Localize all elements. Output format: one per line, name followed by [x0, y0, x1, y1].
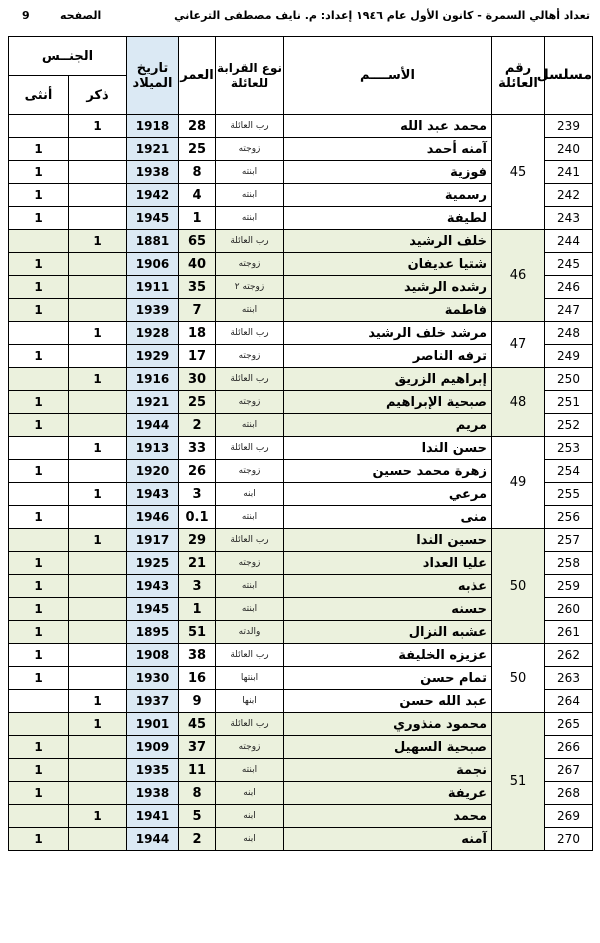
age-cell: 16: [179, 667, 216, 690]
serial-cell: 240: [545, 138, 593, 161]
female-cell: 1: [9, 575, 69, 598]
birth-year-cell: 1909: [127, 736, 179, 759]
relation-cell: ابنته: [216, 759, 284, 782]
name-cell: لطيفة: [284, 207, 492, 230]
table-row: [9, 115, 593, 138]
age-cell: 9: [179, 690, 216, 713]
male-cell: [69, 161, 127, 184]
name-cell: شتيا عديفان: [284, 253, 492, 276]
male-cell: 1: [69, 115, 127, 138]
birth-year-cell: 1945: [127, 598, 179, 621]
name-cell: إبراهيم الزريق: [284, 368, 492, 391]
female-cell: [9, 805, 69, 828]
birth-year-cell: 1943: [127, 575, 179, 598]
female-cell: 1: [9, 759, 69, 782]
name-cell: تمام حسن: [284, 667, 492, 690]
male-cell: [69, 828, 127, 851]
birth-year-cell: 1916: [127, 368, 179, 391]
relation-cell: ابنته: [216, 506, 284, 529]
col-birth: تاريخ الميلاد: [127, 37, 179, 115]
birth-year-cell: 1939: [127, 299, 179, 322]
table-row: [9, 713, 593, 736]
page-number: 9: [22, 9, 30, 22]
birth-year-cell: 1911: [127, 276, 179, 299]
age-cell: 29: [179, 529, 216, 552]
female-cell: [9, 690, 69, 713]
serial-cell: 251: [545, 391, 593, 414]
male-cell: [69, 184, 127, 207]
name-cell: مريم: [284, 414, 492, 437]
male-cell: [69, 138, 127, 161]
female-cell: 1: [9, 598, 69, 621]
birth-year-cell: 1901: [127, 713, 179, 736]
name-cell: عذبه: [284, 575, 492, 598]
age-cell: 40: [179, 253, 216, 276]
document-title: تعداد أهالي السمرة - كانون الأول عام ١٩٤٦ إعداد: م. نايف مصطفى الترعاني: [174, 9, 590, 22]
birth-year-cell: 1913: [127, 437, 179, 460]
relation-cell: زوجته ٢: [216, 276, 284, 299]
relation-cell: ابنته: [216, 207, 284, 230]
table-row: [9, 529, 593, 552]
female-cell: 1: [9, 828, 69, 851]
serial-cell: 252: [545, 414, 593, 437]
age-cell: 3: [179, 575, 216, 598]
male-cell: 1: [69, 690, 127, 713]
name-cell: محمود منذوري: [284, 713, 492, 736]
male-cell: [69, 414, 127, 437]
birth-year-cell: 1920: [127, 460, 179, 483]
male-cell: [69, 207, 127, 230]
relation-cell: ابنته: [216, 414, 284, 437]
age-cell: 65: [179, 230, 216, 253]
birth-year-cell: 1938: [127, 161, 179, 184]
name-cell: عليا العداد: [284, 552, 492, 575]
male-cell: [69, 552, 127, 575]
relation-cell: رب العائلة: [216, 529, 284, 552]
male-cell: 1: [69, 483, 127, 506]
male-cell: [69, 736, 127, 759]
name-cell: خلف الرشيد: [284, 230, 492, 253]
col-serial: مسلسل: [545, 37, 593, 115]
birth-year-cell: 1928: [127, 322, 179, 345]
serial-cell: 264: [545, 690, 593, 713]
relation-cell: والدته: [216, 621, 284, 644]
female-cell: [9, 368, 69, 391]
female-cell: 1: [9, 621, 69, 644]
birth-year-cell: 1944: [127, 828, 179, 851]
serial-cell: 266: [545, 736, 593, 759]
age-cell: 21: [179, 552, 216, 575]
col-family: رقم العائلة: [492, 37, 545, 115]
male-cell: 1: [69, 322, 127, 345]
relation-cell: ابنته: [216, 161, 284, 184]
female-cell: 1: [9, 184, 69, 207]
age-cell: 51: [179, 621, 216, 644]
female-cell: 1: [9, 667, 69, 690]
birth-year-cell: 1937: [127, 690, 179, 713]
relation-cell: ابنه: [216, 782, 284, 805]
female-cell: [9, 437, 69, 460]
age-cell: 2: [179, 414, 216, 437]
serial-cell: 269: [545, 805, 593, 828]
name-cell: حسنه: [284, 598, 492, 621]
relation-cell: ابنته: [216, 575, 284, 598]
male-cell: 1: [69, 529, 127, 552]
name-cell: عبد الله حسن: [284, 690, 492, 713]
col-name: الأســــم: [284, 37, 492, 115]
relation-cell: زوجته: [216, 460, 284, 483]
relation-cell: ابنها: [216, 690, 284, 713]
age-cell: 25: [179, 138, 216, 161]
col-female: أنثى: [9, 76, 69, 115]
age-cell: 3: [179, 483, 216, 506]
serial-cell: 254: [545, 460, 593, 483]
age-cell: 1: [179, 598, 216, 621]
male-cell: [69, 759, 127, 782]
age-cell: 5: [179, 805, 216, 828]
col-male: ذكر: [69, 76, 127, 115]
serial-cell: 260: [545, 598, 593, 621]
serial-cell: 242: [545, 184, 593, 207]
female-cell: 1: [9, 460, 69, 483]
family-number-cell: 50: [492, 644, 545, 713]
birth-year-cell: 1944: [127, 414, 179, 437]
serial-cell: 256: [545, 506, 593, 529]
birth-year-cell: 1941: [127, 805, 179, 828]
age-cell: 26: [179, 460, 216, 483]
relation-cell: رب العائلة: [216, 713, 284, 736]
female-cell: 1: [9, 253, 69, 276]
female-cell: 1: [9, 736, 69, 759]
male-cell: [69, 276, 127, 299]
name-cell: حسن الندا: [284, 437, 492, 460]
family-number-cell: 50: [492, 529, 545, 644]
serial-cell: 250: [545, 368, 593, 391]
age-cell: 17: [179, 345, 216, 368]
male-cell: [69, 460, 127, 483]
birth-year-cell: 1938: [127, 782, 179, 805]
serial-cell: 249: [545, 345, 593, 368]
relation-cell: ابنه: [216, 483, 284, 506]
family-number-cell: 51: [492, 713, 545, 851]
relation-cell: رب العائلة: [216, 644, 284, 667]
serial-cell: 239: [545, 115, 593, 138]
female-cell: 1: [9, 138, 69, 161]
serial-cell: 257: [545, 529, 593, 552]
relation-cell: ابنه: [216, 828, 284, 851]
name-cell: ترفه الناصر: [284, 345, 492, 368]
birth-year-cell: 1908: [127, 644, 179, 667]
age-cell: 45: [179, 713, 216, 736]
age-cell: 25: [179, 391, 216, 414]
family-number-cell: 49: [492, 437, 545, 529]
age-cell: 8: [179, 782, 216, 805]
age-cell: 18: [179, 322, 216, 345]
female-cell: 1: [9, 299, 69, 322]
serial-cell: 267: [545, 759, 593, 782]
page-header: [0, 0, 600, 32]
age-cell: 38: [179, 644, 216, 667]
family-number-cell: 47: [492, 322, 545, 368]
female-cell: 1: [9, 276, 69, 299]
male-cell: 1: [69, 805, 127, 828]
serial-cell: 263: [545, 667, 593, 690]
col-relation: نوع القرابة للعائلة: [216, 37, 284, 115]
birth-year-cell: 1930: [127, 667, 179, 690]
name-cell: حسين الندا: [284, 529, 492, 552]
name-cell: عشبه النزال: [284, 621, 492, 644]
table-row: [9, 230, 593, 253]
male-cell: [69, 667, 127, 690]
serial-cell: 243: [545, 207, 593, 230]
birth-year-cell: 1935: [127, 759, 179, 782]
serial-cell: 268: [545, 782, 593, 805]
serial-cell: 262: [545, 644, 593, 667]
serial-cell: 258: [545, 552, 593, 575]
name-cell: نجمة: [284, 759, 492, 782]
age-cell: 11: [179, 759, 216, 782]
family-number-cell: 48: [492, 368, 545, 437]
table-row: [9, 368, 593, 391]
name-cell: مرشد خلف الرشيد: [284, 322, 492, 345]
relation-cell: ابنته: [216, 299, 284, 322]
birth-year-cell: 1925: [127, 552, 179, 575]
age-cell: 30: [179, 368, 216, 391]
relation-cell: زوجته: [216, 552, 284, 575]
age-cell: 0.1: [179, 506, 216, 529]
female-cell: 1: [9, 391, 69, 414]
female-cell: 1: [9, 345, 69, 368]
name-cell: فوزية: [284, 161, 492, 184]
female-cell: 1: [9, 644, 69, 667]
female-cell: [9, 529, 69, 552]
relation-cell: ابنتها: [216, 667, 284, 690]
male-cell: [69, 345, 127, 368]
age-cell: 28: [179, 115, 216, 138]
census-table: [8, 36, 593, 851]
birth-year-cell: 1921: [127, 391, 179, 414]
male-cell: [69, 299, 127, 322]
birth-year-cell: 1929: [127, 345, 179, 368]
female-cell: 1: [9, 414, 69, 437]
male-cell: [69, 391, 127, 414]
male-cell: [69, 644, 127, 667]
female-cell: [9, 230, 69, 253]
serial-cell: 244: [545, 230, 593, 253]
birth-year-cell: 1946: [127, 506, 179, 529]
female-cell: 1: [9, 161, 69, 184]
name-cell: منى: [284, 506, 492, 529]
relation-cell: رب العائلة: [216, 115, 284, 138]
age-cell: 7: [179, 299, 216, 322]
male-cell: 1: [69, 230, 127, 253]
female-cell: [9, 713, 69, 736]
name-cell: فاطمة: [284, 299, 492, 322]
name-cell: زهرة محمد حسين: [284, 460, 492, 483]
col-age: العمر: [179, 37, 216, 115]
relation-cell: زوجته: [216, 138, 284, 161]
name-cell: صبحية السهيل: [284, 736, 492, 759]
birth-year-cell: 1942: [127, 184, 179, 207]
male-cell: 1: [69, 437, 127, 460]
birth-year-cell: 1943: [127, 483, 179, 506]
birth-year-cell: 1917: [127, 529, 179, 552]
name-cell: عزيزه الخليفة: [284, 644, 492, 667]
serial-cell: 265: [545, 713, 593, 736]
serial-cell: 246: [545, 276, 593, 299]
female-cell: [9, 115, 69, 138]
male-cell: [69, 506, 127, 529]
name-cell: رشده الرشيد: [284, 276, 492, 299]
relation-cell: رب العائلة: [216, 322, 284, 345]
name-cell: صبحية الإبراهيم: [284, 391, 492, 414]
birth-year-cell: 1918: [127, 115, 179, 138]
census-body: [9, 115, 593, 851]
female-cell: [9, 483, 69, 506]
serial-cell: 261: [545, 621, 593, 644]
birth-year-cell: 1921: [127, 138, 179, 161]
serial-cell: 255: [545, 483, 593, 506]
relation-cell: زوجته: [216, 345, 284, 368]
birth-year-cell: 1906: [127, 253, 179, 276]
table-row: [9, 644, 593, 667]
name-cell: آمنه أحمد: [284, 138, 492, 161]
relation-cell: ابنته: [216, 184, 284, 207]
age-cell: 1: [179, 207, 216, 230]
serial-cell: 241: [545, 161, 593, 184]
female-cell: [9, 322, 69, 345]
table-row: [9, 437, 593, 460]
relation-cell: رب العائلة: [216, 230, 284, 253]
name-cell: مرعي: [284, 483, 492, 506]
name-cell: عريفة: [284, 782, 492, 805]
relation-cell: ابنته: [216, 598, 284, 621]
serial-cell: 247: [545, 299, 593, 322]
age-cell: 35: [179, 276, 216, 299]
male-cell: [69, 621, 127, 644]
age-cell: 4: [179, 184, 216, 207]
table-row: [9, 322, 593, 345]
female-cell: 1: [9, 552, 69, 575]
serial-cell: 245: [545, 253, 593, 276]
relation-cell: زوجته: [216, 391, 284, 414]
relation-cell: زوجته: [216, 253, 284, 276]
birth-year-cell: 1881: [127, 230, 179, 253]
female-cell: 1: [9, 506, 69, 529]
male-cell: [69, 598, 127, 621]
name-cell: رسمية: [284, 184, 492, 207]
male-cell: [69, 782, 127, 805]
age-cell: 8: [179, 161, 216, 184]
relation-cell: زوجته: [216, 736, 284, 759]
page-label: الصفحه: [60, 9, 102, 22]
age-cell: 2: [179, 828, 216, 851]
name-cell: محمد: [284, 805, 492, 828]
male-cell: 1: [69, 713, 127, 736]
name-cell: محمد عبد الله: [284, 115, 492, 138]
male-cell: [69, 253, 127, 276]
col-gender: الجنــس: [9, 37, 127, 76]
relation-cell: رب العائلة: [216, 368, 284, 391]
name-cell: آمنه: [284, 828, 492, 851]
birth-year-cell: 1945: [127, 207, 179, 230]
female-cell: 1: [9, 782, 69, 805]
female-cell: 1: [9, 207, 69, 230]
serial-cell: 253: [545, 437, 593, 460]
relation-cell: رب العائلة: [216, 437, 284, 460]
age-cell: 37: [179, 736, 216, 759]
male-cell: 1: [69, 368, 127, 391]
birth-year-cell: 1895: [127, 621, 179, 644]
serial-cell: 248: [545, 322, 593, 345]
family-number-cell: 46: [492, 230, 545, 322]
male-cell: [69, 575, 127, 598]
age-cell: 33: [179, 437, 216, 460]
relation-cell: ابنه: [216, 805, 284, 828]
serial-cell: 270: [545, 828, 593, 851]
family-number-cell: 45: [492, 115, 545, 230]
serial-cell: 259: [545, 575, 593, 598]
